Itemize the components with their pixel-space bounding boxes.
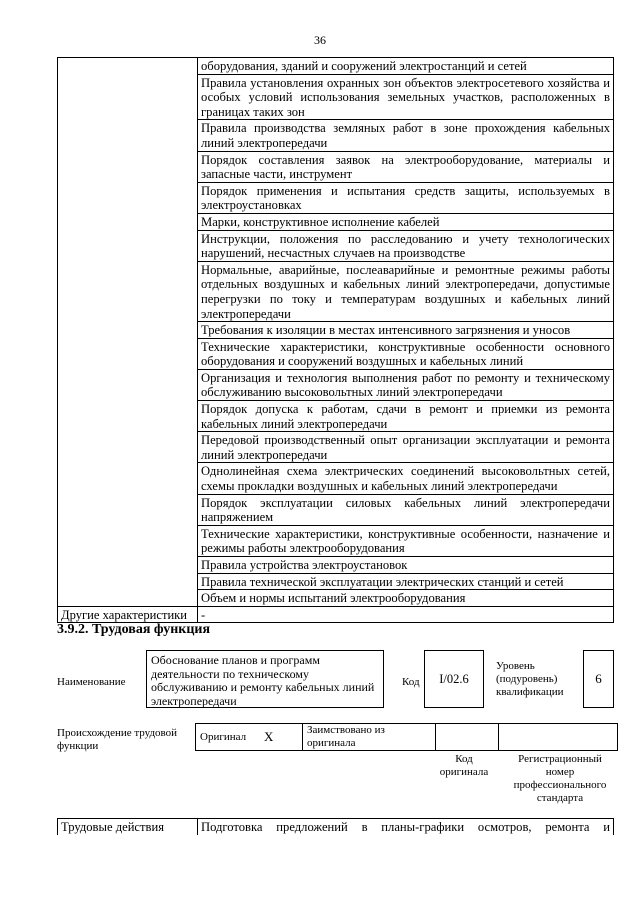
knowledge-item: Марки, конструктивное исполнение кабелей xyxy=(198,213,614,230)
labor-actions-table xyxy=(57,818,614,835)
page-number: 36 xyxy=(314,33,326,47)
other-characteristics-label: Другие характеристики xyxy=(58,606,198,623)
knowledge-item: Порядок применения и испытания средств защиты, используемых в электроустановках xyxy=(198,182,614,213)
qualification-level-label: Уровень (подуровень) квалификации xyxy=(496,660,564,698)
knowledge-item: Правила технической эксплуатации электрических станций и сетей xyxy=(198,573,614,590)
qualification-level-value: 6 xyxy=(583,650,614,708)
other-characteristics-value: - xyxy=(198,606,614,623)
labor-actions-label: Трудовые действия xyxy=(58,819,198,836)
knowledge-item: Правила установления охранных зон объектов электросетевого хозяйства и особых условий использования земельных участков, расположенных в границах таких зон xyxy=(198,74,614,120)
name-label: Наименование xyxy=(57,676,126,688)
reg-number-caption: Регистрационный номер профессионального стандарта xyxy=(513,753,607,804)
knowledge-item: Инструкции, положения по расследованию и учету технологических нарушений, несчастных случаев на производстве xyxy=(198,230,614,261)
knowledge-item: Организация и технология выполнения работ по ремонту и техническому обслуживанию высоковольтных линий электропередачи xyxy=(198,369,614,400)
reg-number-cell xyxy=(499,724,618,751)
code-label: Код xyxy=(402,676,420,688)
original-label: Оригинал xyxy=(196,724,259,751)
table-row xyxy=(196,724,618,751)
knowledge-item: Порядок допуска к работам, сдачи в ремонт и приемки из ремонта кабельных линий электропередачи xyxy=(198,401,614,432)
knowledge-item: оборудования, зданий и сооружений электростанций и сетей xyxy=(198,58,614,75)
knowledge-item: Технические характеристики, конструктивные особенности основного оборудования и сооружений воздушных и кабельных линий xyxy=(198,338,614,369)
function-name-value: Обоснование планов и программ деятельности по техническому обслуживанию и ремонту кабельных линий электропередачи xyxy=(146,650,384,708)
section-heading: 3.9.2. Трудовая функция xyxy=(57,622,211,637)
origin-label: Происхождение трудовой функции xyxy=(57,727,178,752)
knowledge-item: Порядок эксплуатации силовых кабельных линий электропередачи напряжением xyxy=(198,494,614,525)
labor-action-item: Подготовка предложений в планы-графики осмотров, ремонта и xyxy=(198,819,614,836)
table-row xyxy=(58,58,614,75)
knowledge-item: Требования к изоляции в местах интенсивного загрязнения и уносов xyxy=(198,322,614,339)
original-mark: X xyxy=(258,724,303,751)
code-value: I/02.6 xyxy=(424,650,484,708)
knowledge-item: Правила производства земляных работ в зоне прохождения кабельных линий электропередачи xyxy=(198,120,614,151)
knowledge-item: Правила устройства электроустановок xyxy=(198,557,614,574)
table-row xyxy=(58,606,614,623)
knowledge-item: Однолинейная схема электрических соединений высоковольтных сетей, схемы прокладки воздушных и кабельных линий электропередачи xyxy=(198,463,614,494)
knowledge-item: Передовой производственный опыт организации эксплуатации и ремонта линий электропередачи xyxy=(198,432,614,463)
table-row xyxy=(58,819,614,836)
origin-table xyxy=(195,723,618,751)
borrowed-label: Заимствовано из оригинала xyxy=(303,724,436,751)
knowledge-item: Объем и нормы испытаний электрооборудования xyxy=(198,590,614,607)
origin-code-caption: Код оригинала xyxy=(439,753,489,778)
knowledge-item: Порядок составления заявок на электрооборудование, материалы и запасные части, инструмент xyxy=(198,151,614,182)
knowledge-table xyxy=(57,57,614,623)
origin-code-cell xyxy=(436,724,499,751)
knowledge-item: Нормальные, аварийные, послеаварийные и ремонтные режимы работы отдельных воздушных и кабельных линий электропередачи, допустимые перегрузки по току и температурам воздушных и кабельных линий электропередачи xyxy=(198,261,614,321)
knowledge-item: Технические характеристики, конструктивные особенности, назначение и режимы работы электрооборудования xyxy=(198,525,614,556)
required-knowledge-label-cell xyxy=(58,58,198,607)
